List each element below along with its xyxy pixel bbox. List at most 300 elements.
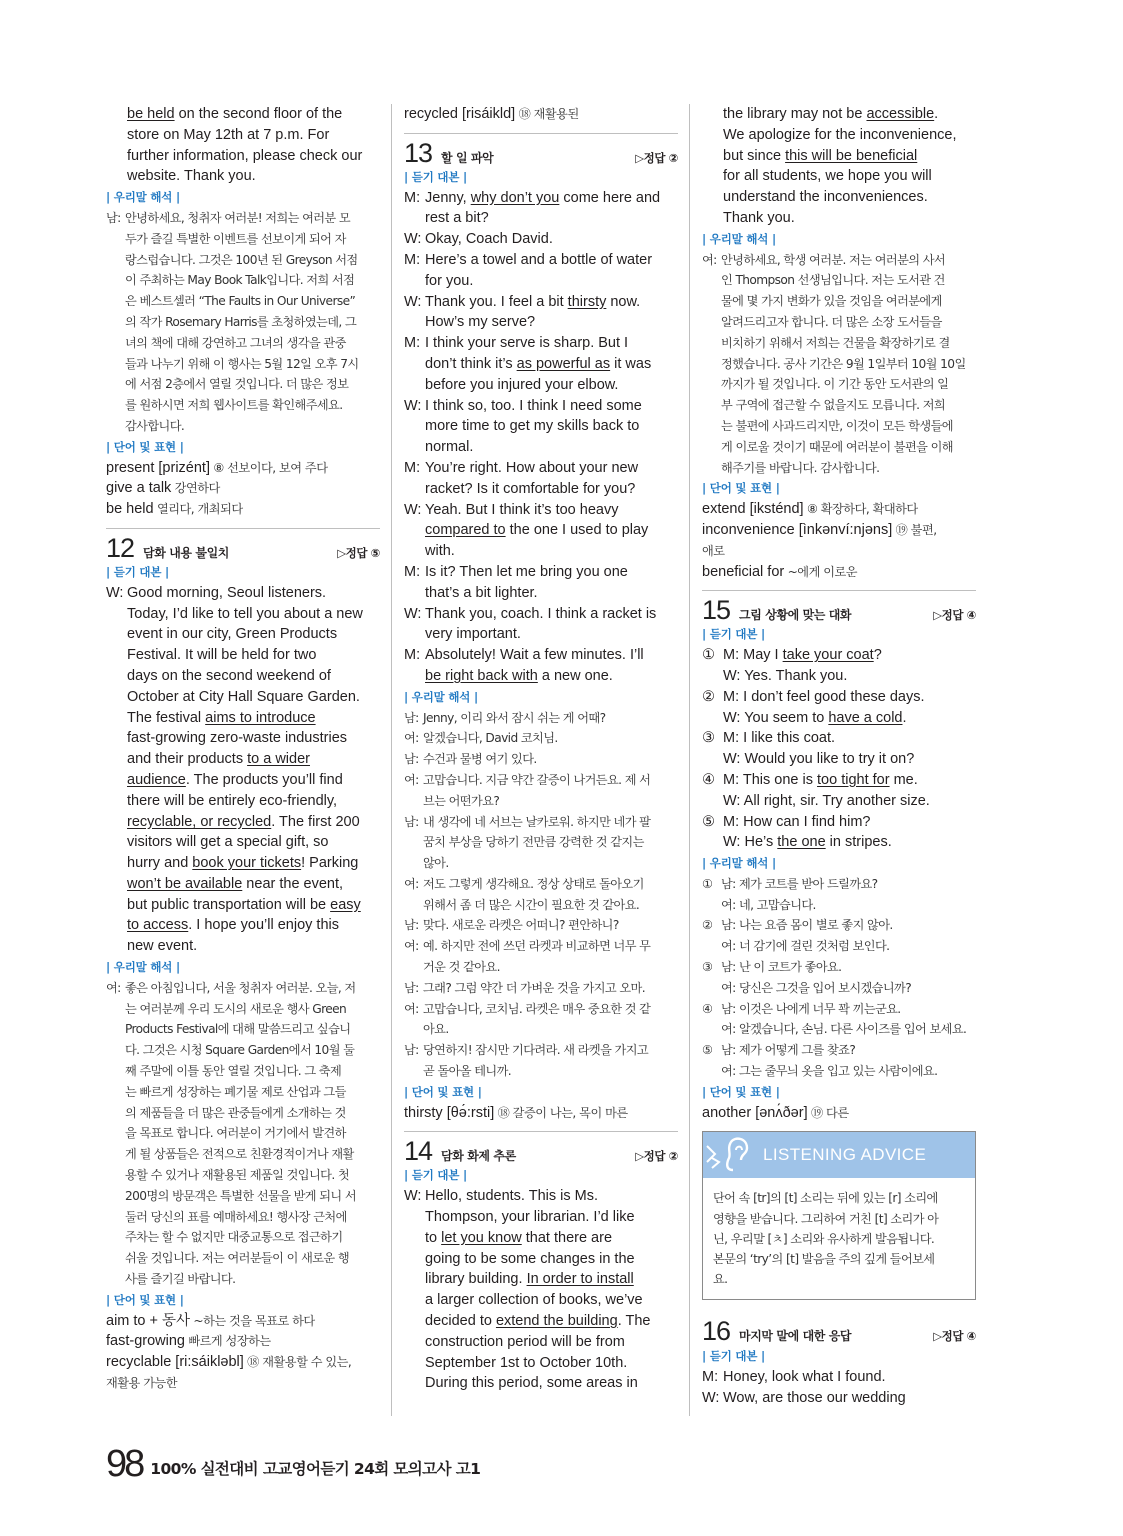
text-line: 여: 네, 고맙습니다. bbox=[721, 897, 816, 912]
text-line: 안녕하세요, 학생 여러분. 저는 여러분의 사서 bbox=[721, 252, 946, 267]
text-line: 랑스럽습니다. 그것은 100년 된 Greyson 서점 bbox=[125, 252, 358, 267]
text-line: 맞다. 새로운 라켓은 어떠니? 편안하니? bbox=[423, 918, 619, 933]
q12-script: W: Good morning, Seoul listeners. Today, I’d like to tell you about a new event in our city, Green Products Festival. It will be held for two days on the second weekend of October at City Hall Square Garden. The festival aims to introduce fast-growing zero-waste industries and their products to a wider audience. The products you’ll find there will be entirely eco-friendly, recyclable, or recycled. The first 200 visitors will get a special gift, so hurry and book your tickets! Parking won’t be available near the event, but public transportation will be easy to access. I hope you’ll enjoy this new event. bbox=[106, 583, 380, 957]
dialogue-turn bbox=[702, 708, 976, 729]
text-line: further information, please check our bbox=[127, 147, 363, 164]
vocab-entry: 재활용 가능한 bbox=[106, 1376, 178, 1391]
text-line: 본문의 ‘try’의 [t] 발음을 주의 깊게 들어보세 bbox=[713, 1252, 935, 1267]
text-line: Wow, are those our wedding bbox=[723, 1390, 906, 1407]
text-line: visitors will get a special gift, so bbox=[127, 834, 329, 851]
text-line: 게 될 상품들은 전적으로 친환경적이거나 재활 bbox=[125, 1147, 354, 1162]
dialogue-turn bbox=[702, 895, 976, 916]
speaker-label: ③ bbox=[702, 960, 716, 975]
dialogue-turn bbox=[404, 604, 678, 646]
dialogue-turn bbox=[404, 250, 678, 292]
dialogue-turn bbox=[404, 1040, 678, 1082]
text-line: more time to get my skills back to bbox=[425, 418, 640, 435]
question-title: 할 일 파악 bbox=[441, 150, 494, 165]
q14-script: W: Hello, students. This is Ms. Thompson, your librarian. I’d like to let you know that there are going to be some changes in the library building. In order to install a larger collection of books, we’ve decided to extend the building. The construction period will be from September 1st to October 10th. During this period, some areas in bbox=[404, 1186, 678, 1394]
speaker-label bbox=[702, 936, 721, 957]
text-line: 알겠습니다, David 코치님. bbox=[423, 731, 558, 746]
question-title: 담화 내용 불일치 bbox=[143, 545, 229, 560]
text-line: 다. 그것은 시청 Square Garden에서 10월 둘 bbox=[125, 1043, 355, 1058]
dialogue-turn bbox=[702, 687, 976, 708]
text-line: Honey, look what I found. bbox=[723, 1369, 886, 1386]
speaker-label: ③ bbox=[702, 730, 720, 747]
text-line: 녀의 책에 대해 강연하고 그녀의 생각을 관중 bbox=[125, 335, 346, 350]
question-number: 12 bbox=[106, 532, 135, 563]
translation-label: | 우리말 해석 | bbox=[106, 190, 180, 205]
text-line: W: Would you like to try it on? bbox=[723, 751, 915, 768]
answer-key: ▷정답 ⑤ bbox=[337, 545, 380, 560]
dialogue-turn bbox=[404, 936, 678, 978]
speaker-label: M: bbox=[404, 335, 425, 352]
q16-header bbox=[702, 1312, 976, 1346]
vocab-label: | 단어 및 표현 | bbox=[702, 1084, 780, 1099]
text-line: recyclable, or recycled. The first 200 bbox=[127, 813, 360, 830]
ear-icon bbox=[703, 1132, 761, 1178]
dialogue-turn bbox=[404, 229, 678, 250]
text-line: going to be some changes in the bbox=[425, 1250, 635, 1267]
text-line: 둘러 당신의 표를 예매하세요! 행사장 근처에 bbox=[125, 1209, 347, 1224]
column-divider bbox=[391, 104, 392, 1416]
text-line: 내 생각에 네 서브는 날카로워. 하지만 네가 팔 bbox=[423, 814, 651, 829]
text-line: 용할 수 있거나 재활용된 제품일 것입니다. 첫 bbox=[125, 1168, 350, 1183]
dialogue-turn bbox=[404, 458, 678, 500]
speaker-label bbox=[702, 895, 721, 916]
text-line: 여: 알겠습니다, 손님. 다른 사이즈를 입어 보세요. bbox=[721, 1022, 967, 1037]
text-line: 수건과 물병 여기 있다. bbox=[423, 752, 537, 767]
text-line: decided to extend the building. The bbox=[425, 1313, 651, 1330]
text-line: 물에 몇 가지 변화가 있을 것임을 여러분에게 bbox=[721, 294, 942, 309]
q12-translation: 여: 좋은 아침입니다, 서울 청취자 여러분. 오늘, 저 는 여러분께 우리 도시의 새로운 행사 Green Products Festival에 대해 말씀드리고 싶습니 다. 그것은 시청 Square Garden에서 10월 둘 째 주말에 이틀 동안 열릴 것입니다. 그 축제 는 빠르게 성장하는 폐기물 제로 산업과 그들 의 제품들을 더 많은 관중들에게 소개하는 것 을 목표로 합니다. 여러분이 거기에서 발견하 게 될 상품들은 전적으로 친환경적이거나 재활 용할 수 있거나 재활용된 제품일 것입니다. 첫 200명의 방문객은 특별한 선물을 받게 되니 서 둘러 당신의 표를 예매하세요! 행사장 근처에 주차는 할 수 없지만 대중교통으로 접근하기 쉬울 것입니다. 저는 여러분들이 이 새로운 행 사를 즐기길 바랍니다. bbox=[106, 978, 380, 1290]
text-line: 의 작가 Rosemary Harris를 초청하였는데, 그 bbox=[125, 314, 357, 329]
dialogue-turn bbox=[702, 770, 976, 791]
text-line: for all students, we hope you will bbox=[723, 168, 932, 185]
text-line: I think so, too. I think I need some bbox=[425, 397, 642, 414]
dialogue-turn bbox=[702, 915, 976, 936]
text-line: fast-growing zero-waste industries bbox=[127, 730, 348, 747]
speaker-label: M: bbox=[404, 251, 425, 268]
text-line: 여: 너 감기에 걸린 것처럼 보인다. bbox=[721, 939, 890, 954]
text-line: 여: 당신은 그것을 입어 보시겠습니까? bbox=[721, 980, 912, 995]
dialogue-turn bbox=[702, 978, 976, 999]
question-number: 16 bbox=[702, 1316, 731, 1347]
dialogue-turn bbox=[404, 749, 678, 770]
speaker-label bbox=[702, 708, 723, 729]
text-line: compared to the one I used to play bbox=[425, 522, 649, 539]
text-line: Products Festival에 대해 말씀드리고 싶습니 bbox=[125, 1022, 351, 1037]
dialogue-turn bbox=[404, 500, 678, 562]
text-line: W: He’s the one in stripes. bbox=[723, 834, 892, 851]
text-line: 닌, 우리말 [ㅊ] 소리와 유사하게 발음됩니다. bbox=[713, 1231, 935, 1246]
dialogue-turn bbox=[702, 666, 976, 687]
q15-translation bbox=[702, 874, 976, 1082]
text-line: for you. bbox=[425, 272, 474, 289]
text-line: 200명의 방문객은 특별한 선물을 받게 되니 서 bbox=[125, 1188, 357, 1203]
dialogue-turn bbox=[404, 812, 678, 874]
page-footer bbox=[106, 1443, 481, 1485]
text-line: M: I like this coat. bbox=[723, 730, 836, 747]
listening-advice-title: LISTENING ADVICE bbox=[763, 1145, 927, 1165]
text-line: to access. I hope you’ll enjoy this bbox=[127, 917, 339, 934]
speaker-label: 남: bbox=[404, 918, 422, 933]
speaker-label: ① bbox=[702, 647, 720, 664]
text-line: M: May I take your coat? bbox=[723, 647, 882, 664]
text-line: 사를 즐기길 바랍니다. bbox=[125, 1272, 236, 1287]
text-line: don’t think it’s as powerful as it was bbox=[425, 355, 652, 372]
vocab-entry: another [ənʌ́ðər] ⑲ 다른 bbox=[702, 1104, 849, 1121]
column-1 bbox=[106, 104, 380, 1394]
column-divider bbox=[689, 104, 690, 1416]
listening-advice-box bbox=[702, 1131, 976, 1300]
text-line: 좋은 아침입니다, 서울 청취자 여러분. 오늘, 저 bbox=[125, 980, 356, 995]
speaker-label bbox=[702, 666, 723, 687]
text-line: Today, I’d like to tell you about a new bbox=[127, 605, 363, 622]
text-line: How’s my serve? bbox=[425, 314, 536, 331]
text-line: Okay, Coach David. bbox=[425, 231, 553, 248]
speaker-label: ⑤ bbox=[702, 1043, 716, 1058]
speaker-label: ④ bbox=[702, 771, 720, 788]
text-line: M: I don’t feel good these days. bbox=[723, 688, 925, 705]
q15-header bbox=[702, 590, 976, 624]
text-line: Thank you. I feel a bit thirsty now. bbox=[425, 293, 641, 310]
q13-script bbox=[404, 188, 678, 687]
text-line: 에 서점 2층에서 열릴 것입니다. 더 많은 정보 bbox=[125, 377, 349, 392]
text-line: 이 주최하는 May Book Talk입니다. 저희 서점 bbox=[125, 273, 355, 288]
dialogue-turn bbox=[404, 645, 678, 687]
speaker-label bbox=[702, 832, 723, 853]
text-line: 는 불편에 사과드리지만, 이것이 모든 학생들에 bbox=[721, 418, 953, 433]
speaker-label: M: bbox=[702, 1369, 723, 1386]
speaker-label bbox=[702, 749, 723, 770]
text-line: You’re right. How about your new bbox=[425, 459, 639, 476]
speaker-label: W: bbox=[702, 1390, 724, 1407]
text-line: the library may not be accessible. bbox=[723, 106, 939, 122]
listening-advice-header bbox=[703, 1132, 975, 1178]
dialogue-turn bbox=[702, 1040, 976, 1061]
text-line: 고맙습니다. 지금 약간 갈증이 나거든요. 제 서 bbox=[423, 772, 651, 787]
text-line: be right back with a new one. bbox=[425, 667, 613, 684]
dialogue-turn bbox=[404, 978, 678, 999]
dialogue-turn bbox=[404, 915, 678, 936]
speaker-label: W: bbox=[404, 605, 426, 622]
text-line: 당연하지! 잠시만 기다려라. 새 라켓을 가지고 bbox=[423, 1043, 649, 1058]
text-line: racket? Is it comfortable for you? bbox=[425, 480, 636, 497]
dialogue-turn bbox=[404, 770, 678, 812]
dialogue-turn bbox=[404, 999, 678, 1041]
text-line: 째 주말에 이틀 동안 열릴 것입니다. 그 축제 bbox=[125, 1064, 342, 1079]
answer-key: ▷정답 ④ bbox=[933, 608, 976, 623]
vocab-label: | 단어 및 표현 | bbox=[106, 1292, 184, 1307]
text-line: event in our city, Green Products bbox=[127, 626, 338, 643]
dialogue-turn bbox=[702, 749, 976, 770]
text-line: 요. bbox=[713, 1272, 728, 1287]
text-line: Festival. It will be held for two bbox=[127, 647, 317, 664]
speaker-label: M: bbox=[404, 563, 425, 580]
vocab-entry: present [prizént] ⑧ 선보이다, 보여 주다 bbox=[106, 459, 328, 476]
text-line: rest a bit? bbox=[425, 210, 489, 227]
speaker-label: ⑤ bbox=[702, 813, 720, 830]
book-title: 100% 실전대비 고교영어듣기 24회 모의고사 고1 bbox=[150, 1460, 481, 1478]
text-line: 여: 그는 줄무늬 옷을 입고 있는 사람이에요. bbox=[721, 1064, 938, 1079]
q11-translation: 남: 안녕하세요, 청취자 여러분! 저희는 여러분 모 두가 즐길 특별한 이벤트를 선보이게 되어 자 랑스럽습니다. 그것은 100년 된 Greyson 서점 이 주최하는 May Book Talk입니다. 저희 서점 은 베스트셀러 “The Faults in Our Universe” 의 작가 Rosemary Harris를 초청하였는데, 그 녀의 책에 대해 강연하고 그녀의 생각을 관중 들과 나누기 위해 이 행사는 5월 12일 오후 7시 에 서점 2층에서 열릴 것입니다. 더 많은 정보 를 원하시면 저희 웹사이트를 확인해주세요. 감사합니다. bbox=[106, 208, 380, 437]
vocab-entry: extend [iksténd] ⑧ 확장하다, 확대하다 bbox=[702, 501, 918, 518]
q13-header bbox=[404, 133, 678, 167]
speaker-label: 여: bbox=[404, 731, 422, 746]
speaker-label: W: bbox=[404, 397, 426, 414]
text-line: 브는 어떤가요? bbox=[423, 793, 500, 808]
text-line: 감사합니다. bbox=[125, 418, 185, 433]
text-line: Jenny, 이리 와서 잠시 쉬는 게 어때? bbox=[423, 710, 606, 725]
translation-label: | 우리말 해석 | bbox=[106, 960, 180, 975]
dialogue-turn bbox=[702, 728, 976, 749]
text-line: and their products to a wider bbox=[127, 751, 310, 768]
speaker-label bbox=[702, 1019, 721, 1040]
text-line: October at City Hall Square Garden. bbox=[127, 688, 360, 705]
text-line: 고맙습니다, 코치님. 라켓은 매우 중요한 것 같 bbox=[423, 1001, 651, 1016]
script-label: | 듣기 대본 | bbox=[404, 169, 468, 184]
speaker-label: 여: bbox=[404, 1001, 422, 1016]
text-line: audience. The products you’ll find bbox=[127, 771, 343, 788]
speaker-label: ① bbox=[702, 876, 716, 891]
vocab-entry: inconvenience [ìnkənví:njəns] ⑲ 불편, bbox=[702, 521, 937, 538]
vocab-entry: thirsty [θə́:rsti] ⑱ 갈증이 나는, 목이 마른 bbox=[404, 1104, 628, 1121]
text-line: 그래? 그럼 약간 더 가벼운 것을 가지고 오마. bbox=[423, 980, 646, 995]
text-line: hurry and book your tickets! Parking bbox=[127, 855, 359, 872]
text-line: W: Yes. Thank you. bbox=[723, 667, 848, 684]
dialogue-turn bbox=[702, 1367, 976, 1388]
text-line: We apologize for the inconvenience, bbox=[723, 126, 957, 143]
vocab-entry: beneficial for ~에게 이로운 bbox=[702, 563, 858, 580]
text-line: 까지가 될 것입니다. 이 기간 동안 도서관의 일 bbox=[721, 377, 949, 392]
text-line: 꿈치 부상을 당하기 전만큼 강력한 것 같지는 bbox=[423, 835, 644, 850]
q13-translation bbox=[404, 708, 678, 1082]
text-line: Yeah. But I think it’s too heavy bbox=[425, 501, 619, 518]
answer-key: ▷정답 ② bbox=[635, 150, 678, 165]
q14-script-continuation bbox=[702, 104, 976, 229]
speaker-label: 남: bbox=[404, 1043, 422, 1058]
speaker-label: 여: bbox=[404, 772, 422, 787]
speaker-label: 여: bbox=[404, 876, 422, 891]
text-line: 주차는 할 수 없지만 대중교통으로 접근하기 bbox=[125, 1230, 343, 1245]
text-line: new event. bbox=[127, 938, 198, 955]
text-line: normal. bbox=[425, 439, 474, 456]
vocab-entry: fast-growing 빠르게 성장하는 bbox=[106, 1333, 271, 1350]
script-label: | 듣기 대본 | bbox=[702, 627, 766, 642]
speaker-label: W: bbox=[404, 293, 426, 310]
text-line: a larger collection of books, we’ve bbox=[425, 1292, 643, 1309]
dialogue-turn bbox=[702, 957, 976, 978]
speaker-label: W: bbox=[404, 501, 426, 518]
dialogue-turn bbox=[702, 1388, 976, 1409]
vocab-label: | 단어 및 표현 | bbox=[702, 481, 780, 496]
text-line: Thompson, your librarian. I’d like bbox=[425, 1209, 635, 1226]
text-line: 저도 그렇게 생각해요. 정상 상태로 돌아오기 bbox=[423, 876, 644, 891]
script-label: | 듣기 대본 | bbox=[404, 1168, 468, 1183]
q13-vocab bbox=[404, 1103, 678, 1124]
q12-header bbox=[106, 528, 380, 562]
text-line: 들과 나누기 위해 이 행사는 5월 12일 오후 7시 bbox=[125, 356, 359, 371]
vocab-entry: aim to + 동사 ~하는 것을 목표로 하다 bbox=[106, 1312, 315, 1329]
q15-script bbox=[702, 645, 976, 853]
vocab-entry: be held 열리다, 개최되다 bbox=[106, 501, 243, 518]
text-line: website. Thank you. bbox=[127, 168, 256, 185]
q11-script-continuation bbox=[106, 104, 380, 187]
speaker-label bbox=[702, 791, 723, 812]
text-line: but since this will be beneficial bbox=[723, 147, 918, 164]
text-line: 남: 제가 어떻게 그를 찾죠? bbox=[721, 1043, 856, 1058]
dialogue-turn bbox=[702, 936, 976, 957]
text-line: 인 Thompson 선생님입니다. 저는 도서관 건 bbox=[721, 273, 945, 288]
text-line: days on the second weekend of bbox=[127, 667, 331, 684]
text-line: Thank you. bbox=[723, 209, 795, 226]
question-title: 담화 화제 추론 bbox=[441, 1149, 516, 1164]
question-number: 14 bbox=[404, 1136, 433, 1167]
dialogue-turn bbox=[404, 874, 678, 916]
text-line: Jenny, why don’t you come here and bbox=[425, 189, 661, 206]
text-line: W: You seem to have a cold. bbox=[723, 709, 907, 726]
text-line: construction period will be from bbox=[425, 1333, 625, 1350]
speaker-label: 남: bbox=[404, 980, 422, 995]
dialogue-turn bbox=[702, 1019, 976, 1040]
vocab-entry: recyclable [ri:sáikləbl] ⑱ 재활용할 수 있는, bbox=[106, 1354, 352, 1371]
text-line: 은 베스트셀러 “The Faults in Our Universe” bbox=[125, 294, 356, 309]
text-line: W: All right, sir. Try another size. bbox=[723, 792, 930, 809]
text-line: 를 원하시면 저희 웹사이트를 확인해주세요. bbox=[125, 398, 343, 413]
translation-label: | 우리말 해석 | bbox=[702, 856, 776, 871]
text-line: 의 제품들을 더 많은 관중들에게 소개하는 것 bbox=[125, 1105, 346, 1120]
text-line: During this period, some areas in bbox=[425, 1375, 638, 1392]
text-line: 예. 하지만 전에 쓰던 라켓과 비교하면 너무 무 bbox=[423, 939, 651, 954]
text-line: there will be entirely eco-friendly, bbox=[127, 792, 338, 809]
speaker-label bbox=[702, 1061, 721, 1082]
text-line: 비치하기 위해서 저희는 건물을 확장하기로 결 bbox=[721, 335, 950, 350]
q15-vocab bbox=[702, 1103, 976, 1124]
q12-vocab bbox=[106, 1311, 380, 1394]
dialogue-turn bbox=[404, 292, 678, 334]
speaker-label: M: bbox=[404, 459, 425, 476]
text-line: before you injured your elbow. bbox=[425, 376, 619, 393]
text-line: 알려드리고자 합니다. 더 많은 소장 도서들을 bbox=[721, 314, 942, 329]
dialogue-turn bbox=[404, 708, 678, 729]
text-line: I think your serve is sharp. But I bbox=[425, 335, 629, 352]
text-line: 두가 즐길 특별한 이벤트를 선보이게 되어 자 bbox=[125, 231, 346, 246]
speaker-label: ④ bbox=[702, 1001, 716, 1016]
speaker-label: 남: bbox=[404, 814, 422, 829]
text-line: 부 구역에 접근할 수 없을지도 모릅니다. 저희 bbox=[721, 398, 946, 413]
q16-script bbox=[702, 1367, 976, 1409]
speaker-label: 남: bbox=[404, 710, 422, 725]
question-title: 마지막 말에 대한 응답 bbox=[739, 1329, 852, 1344]
script-label: | 듣기 대본 | bbox=[106, 564, 170, 579]
text-line: Absolutely! Wait a few minutes. I’ll bbox=[425, 647, 644, 664]
script-label: | 듣기 대본 | bbox=[702, 1349, 766, 1364]
vocab-entry: recycled [risáikld] ⑱ 재활용된 bbox=[404, 106, 579, 122]
text-line: won’t be available near the event, bbox=[127, 875, 344, 892]
dialogue-turn bbox=[702, 1061, 976, 1082]
text-line: store on May 12th at 7 p.m. For bbox=[127, 126, 330, 143]
text-line: M: How can I find him? bbox=[723, 813, 871, 830]
text-line: 남: 난 이 코트가 좋아요. bbox=[721, 960, 842, 975]
speaker-label: M: bbox=[404, 647, 425, 664]
dialogue-turn bbox=[702, 645, 976, 666]
answer-key: ▷정답 ④ bbox=[933, 1329, 976, 1344]
speaker-label: W: bbox=[404, 231, 426, 248]
text-line: 위해서 좀 더 많은 시간이 필요한 것 같아요. bbox=[423, 897, 640, 912]
dialogue-turn bbox=[702, 874, 976, 895]
translation-label: | 우리말 해석 | bbox=[702, 231, 776, 246]
speaker-label: 남: bbox=[404, 752, 422, 767]
dialogue-turn bbox=[702, 812, 976, 833]
text-line: Thank you, coach. I think a racket is bbox=[425, 605, 657, 622]
text-line: that’s a bit lighter. bbox=[425, 584, 538, 601]
text-line: M: This one is too tight for me. bbox=[723, 771, 918, 788]
dialogue-turn bbox=[702, 791, 976, 812]
question-number: 13 bbox=[404, 137, 433, 168]
text-line: very important. bbox=[425, 626, 521, 643]
text-line: 쉬울 것입니다. 저는 여러분들이 이 새로운 행 bbox=[125, 1251, 350, 1266]
text-line: 곧 돌아올 테니까. bbox=[423, 1064, 512, 1079]
text-line: 거운 것 같아요. bbox=[423, 960, 500, 975]
vocab-label: | 단어 및 표현 | bbox=[106, 439, 184, 454]
vocab-entry: 애로 bbox=[702, 543, 725, 558]
column-2 bbox=[404, 104, 678, 1394]
question-title: 그림 상황에 맞는 대화 bbox=[739, 608, 852, 623]
text-line: 는 여러분께 우리 도시의 새로운 행사 Green bbox=[125, 1001, 347, 1016]
text-line: 남: 이것은 나에게 너무 꽉 끼는군요. bbox=[721, 1001, 901, 1016]
text-line: 아요. bbox=[423, 1022, 449, 1037]
dialogue-turn bbox=[404, 562, 678, 604]
vocab-entry: give a talk 강연하다 bbox=[106, 480, 220, 497]
text-line: 안녕하세요, 청취자 여러분! 저희는 여러분 모 bbox=[125, 210, 351, 225]
text-line: 해주기를 바랍니다. 감사합니다. bbox=[721, 460, 880, 475]
q14-translation: 여: 안녕하세요, 학생 여러분. 저는 여러분의 사서 인 Thompson 선생님입니다. 저는 도서관 건 물에 몇 가지 변화가 있을 것임을 여러분에게 알려드리고자 합니다. 더 많은 소장 도서들을 비치하기 위해서 저희는 건물을 확장하기로 결 정했습니다. 공사 기간은 9월 1일부터 10월 10일 까지가 될 것입니다. 이 기간 동안 도서관의 일 부 구역에 접근할 수 없을지도 모릅니다. 저희 는 불편에 사과드리지만, 이것이 모든 학생들에 게 이로울 것이기 때문에 여러분이 불편을 이해 해주기를 바랍니다. 감사합니다. bbox=[702, 250, 976, 479]
text-line: 남: 나는 요즘 몸이 별로 좋지 않아. bbox=[721, 918, 893, 933]
text-line: with. bbox=[425, 543, 455, 560]
dialogue-turn bbox=[702, 999, 976, 1020]
dialogue-turn bbox=[404, 728, 678, 749]
text-line: The festival aims to introduce bbox=[127, 709, 316, 726]
page-number: 98 bbox=[106, 1443, 143, 1485]
speaker-label: 여: bbox=[404, 939, 422, 954]
text-line: Good morning, Seoul listeners. bbox=[127, 584, 327, 601]
text-line: Here’s a towel and a bottle of water bbox=[425, 251, 653, 268]
text-line: Is it? Then let me bring you one bbox=[425, 563, 628, 580]
text-line: 단어 속 [tr]의 [t] 소리는 뒤에 있는 [r] 소리에 bbox=[713, 1191, 938, 1206]
text-line: but public transportation will be easy bbox=[127, 896, 361, 913]
text-line: 게 이로울 것이기 때문에 여러분이 불편을 이해 bbox=[721, 439, 953, 454]
speaker-label: ② bbox=[702, 688, 720, 705]
dialogue-turn bbox=[404, 188, 678, 230]
text-line: 영향을 받습니다. 그리하여 거친 [t] 소리가 아 bbox=[713, 1211, 939, 1226]
speaker-label: ② bbox=[702, 918, 716, 933]
text-line: understand the inconveniences. bbox=[723, 189, 928, 206]
text-line: 정했습니다. 공사 기간은 9월 1일부터 10월 10일 bbox=[721, 356, 966, 371]
text-line: 는 빠르게 성장하는 폐기물 제로 산업과 그들 bbox=[125, 1084, 346, 1099]
text-line: be held on the second floor of the bbox=[127, 106, 343, 122]
text-line: Hello, students. This is Ms. bbox=[425, 1188, 598, 1205]
column-3 bbox=[702, 104, 976, 1409]
listening-advice-text bbox=[703, 1178, 975, 1299]
text-line: to let you know that there are bbox=[425, 1229, 613, 1246]
question-number: 15 bbox=[702, 595, 731, 626]
q14-header bbox=[404, 1131, 678, 1165]
dialogue-turn bbox=[404, 396, 678, 458]
text-line: 않아. bbox=[423, 856, 449, 871]
answer-key: ▷정답 ② bbox=[635, 1149, 678, 1164]
dialogue-turn bbox=[702, 832, 976, 853]
